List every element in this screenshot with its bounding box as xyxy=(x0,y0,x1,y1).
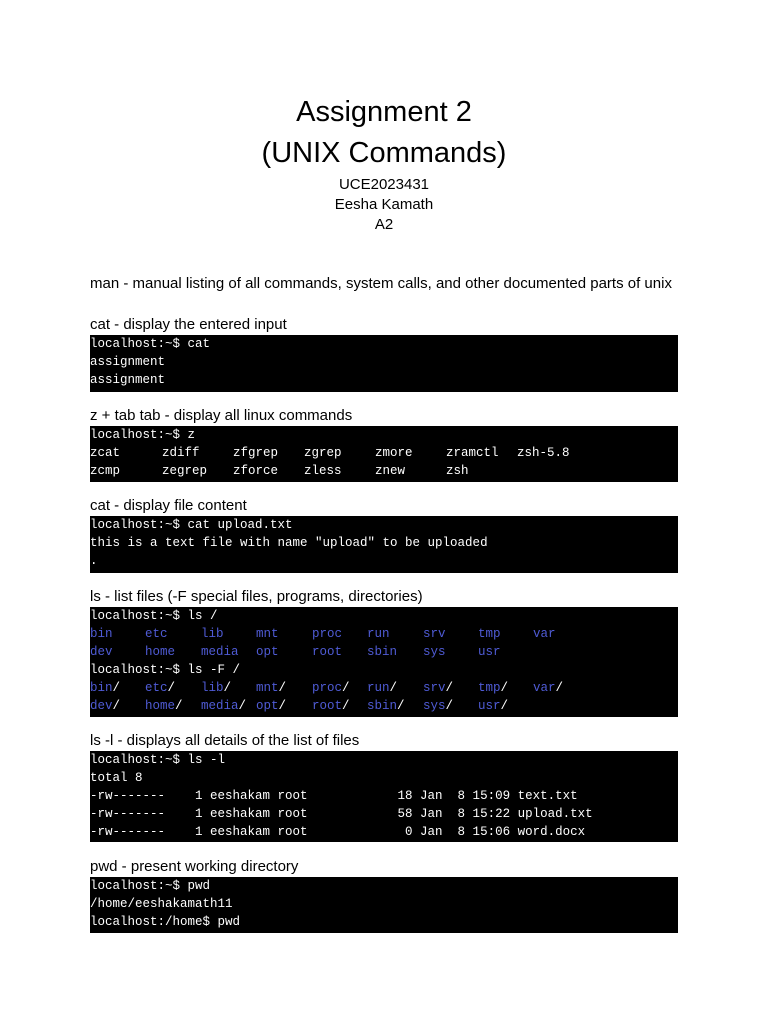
command-name: zcat xyxy=(90,446,121,460)
terminal-line xyxy=(90,643,678,661)
directory-name: home xyxy=(145,645,176,659)
terminal-line: this is a text file with name "upload" to be uploaded xyxy=(90,536,488,550)
student-id: UCE2023431 xyxy=(338,176,430,193)
directory-name: sys xyxy=(423,699,446,713)
directory-entry xyxy=(423,679,453,697)
command-name: znew xyxy=(375,464,406,478)
division: A2 xyxy=(374,216,394,233)
command-name: zsh xyxy=(446,464,469,478)
terminal-line: -rw------- 1 eeshakam root 0 Jan 8 15:06 word.docx xyxy=(90,825,586,839)
directory-name: var xyxy=(533,627,556,641)
directory-name: root xyxy=(312,645,343,659)
slash-suffix: / xyxy=(175,699,183,713)
terminal-z-tab xyxy=(90,426,678,482)
terminal-ls xyxy=(90,607,678,717)
directory-name: media xyxy=(201,645,239,659)
directory-entry xyxy=(90,697,120,715)
directory-name: dev xyxy=(90,699,113,713)
document-subtitle: (UNIX Commands) xyxy=(261,137,507,169)
directory-name: sys xyxy=(423,645,446,659)
heading-pwd: pwd - present working directory xyxy=(90,858,299,875)
command-name: zsh-5.8 xyxy=(517,446,570,460)
directory-entry xyxy=(201,679,231,697)
command-name: zmore xyxy=(375,446,413,460)
directory-name: proc xyxy=(312,681,343,695)
command-name: zcmp xyxy=(90,464,121,478)
slash-suffix: / xyxy=(278,681,287,695)
directory-name: proc xyxy=(312,627,343,641)
directory-name: lib xyxy=(201,681,224,695)
directory-name: tmp xyxy=(478,681,501,695)
student-name: Eesha Kamath xyxy=(334,196,434,213)
slash-suffix: / xyxy=(342,699,350,713)
heading-ls: ls - list files (-F special files, programs, directories) xyxy=(90,588,423,605)
terminal-line: . xyxy=(90,554,98,568)
terminal-line: -rw------- 1 eeshakam root 18 Jan 8 15:09 text.txt xyxy=(90,789,578,803)
command-name: zgrep xyxy=(304,446,342,460)
terminal-line: -rw------- 1 eeshakam root 58 Jan 8 15:22 upload.txt xyxy=(90,807,593,821)
terminal-line xyxy=(90,444,678,462)
terminal-line: localhost:~$ pwd xyxy=(90,879,211,893)
directory-name: sbin xyxy=(367,699,398,713)
directory-entry xyxy=(478,697,508,715)
directory-name: srv xyxy=(423,681,446,695)
terminal-line xyxy=(90,462,678,480)
directory-name: dev xyxy=(90,645,113,659)
slash-suffix: / xyxy=(445,681,454,695)
heading-cat-file: cat - display file content xyxy=(90,497,247,514)
slash-suffix: / xyxy=(112,699,121,713)
directory-name: lib xyxy=(201,627,224,641)
directory-name: tmp xyxy=(478,627,501,641)
directory-name: var xyxy=(533,681,556,695)
command-name: zramctl xyxy=(446,446,499,460)
directory-entry xyxy=(256,679,286,697)
terminal-line: assignment xyxy=(90,355,166,369)
heading-man: man - manual listing of all commands, system calls, and other documented parts of unix xyxy=(90,275,672,292)
directory-name: usr xyxy=(478,699,501,713)
directory-name: etc xyxy=(145,627,168,641)
directory-entry xyxy=(533,679,563,697)
terminal-line xyxy=(90,697,678,715)
directory-name: srv xyxy=(423,627,446,641)
terminal-line: localhost:~$ z xyxy=(90,428,196,442)
directory-name: sbin xyxy=(367,645,398,659)
slash-suffix: / xyxy=(167,681,176,695)
slash-suffix: / xyxy=(500,681,509,695)
terminal-line: assignment xyxy=(90,373,166,387)
directory-entry xyxy=(423,697,453,715)
terminal-cat-file xyxy=(90,516,678,573)
terminal-line xyxy=(90,625,678,643)
directory-entry xyxy=(256,697,286,715)
directory-name: home xyxy=(145,699,176,713)
directory-name: media xyxy=(201,699,239,713)
slash-suffix: / xyxy=(445,699,454,713)
directory-entry xyxy=(201,697,246,715)
command-name: zfgrep xyxy=(233,446,279,460)
terminal-line: localhost:~$ ls -F / xyxy=(90,663,241,677)
directory-name: opt xyxy=(256,645,279,659)
terminal-line: localhost:/home$ pwd xyxy=(90,915,241,929)
directory-name: mnt xyxy=(256,627,279,641)
terminal-ls-l xyxy=(90,751,678,842)
directory-name: mnt xyxy=(256,681,279,695)
directory-name: root xyxy=(312,699,343,713)
directory-name: run xyxy=(367,627,390,641)
terminal-line: localhost:~$ ls / xyxy=(90,609,218,623)
terminal-pwd xyxy=(90,877,678,933)
directory-entry xyxy=(367,697,405,715)
terminal-cat-input xyxy=(90,335,678,392)
command-name: zdiff xyxy=(162,446,200,460)
directory-entry xyxy=(367,679,397,697)
slash-suffix: / xyxy=(500,699,509,713)
directory-name: usr xyxy=(478,645,501,659)
slash-suffix: / xyxy=(342,681,350,695)
terminal-line: total 8 xyxy=(90,771,143,785)
directory-entry xyxy=(90,679,120,697)
directory-entry xyxy=(145,679,175,697)
heading-cat-input: cat - display the entered input xyxy=(90,316,287,333)
directory-name: opt xyxy=(256,699,279,713)
document-title: Assignment 2 xyxy=(296,96,472,128)
terminal-line: localhost:~$ ls -l xyxy=(90,753,226,767)
terminal-line: localhost:~$ cat upload.txt xyxy=(90,518,293,532)
directory-name: bin xyxy=(90,681,113,695)
slash-suffix: / xyxy=(112,681,121,695)
terminal-line: localhost:~$ cat xyxy=(90,337,211,351)
directory-entry xyxy=(312,697,350,715)
heading-z-tab: z + tab tab - display all linux commands xyxy=(90,407,353,424)
slash-suffix: / xyxy=(397,699,405,713)
directory-entry xyxy=(478,679,508,697)
slash-suffix: / xyxy=(389,681,398,695)
command-name: zegrep xyxy=(162,464,208,478)
slash-suffix: / xyxy=(555,681,564,695)
directory-entry xyxy=(145,697,183,715)
directory-name: etc xyxy=(145,681,168,695)
directory-entry xyxy=(312,679,350,697)
directory-name: bin xyxy=(90,627,113,641)
command-name: zforce xyxy=(233,464,279,478)
slash-suffix: / xyxy=(238,699,247,713)
terminal-line: /home/eeshakamath11 xyxy=(90,897,233,911)
slash-suffix: / xyxy=(278,699,287,713)
command-name: zless xyxy=(304,464,342,478)
directory-name: run xyxy=(367,681,390,695)
heading-ls-l: ls -l - displays all details of the list of files xyxy=(90,732,360,749)
slash-suffix: / xyxy=(223,681,232,695)
terminal-line xyxy=(90,679,678,697)
